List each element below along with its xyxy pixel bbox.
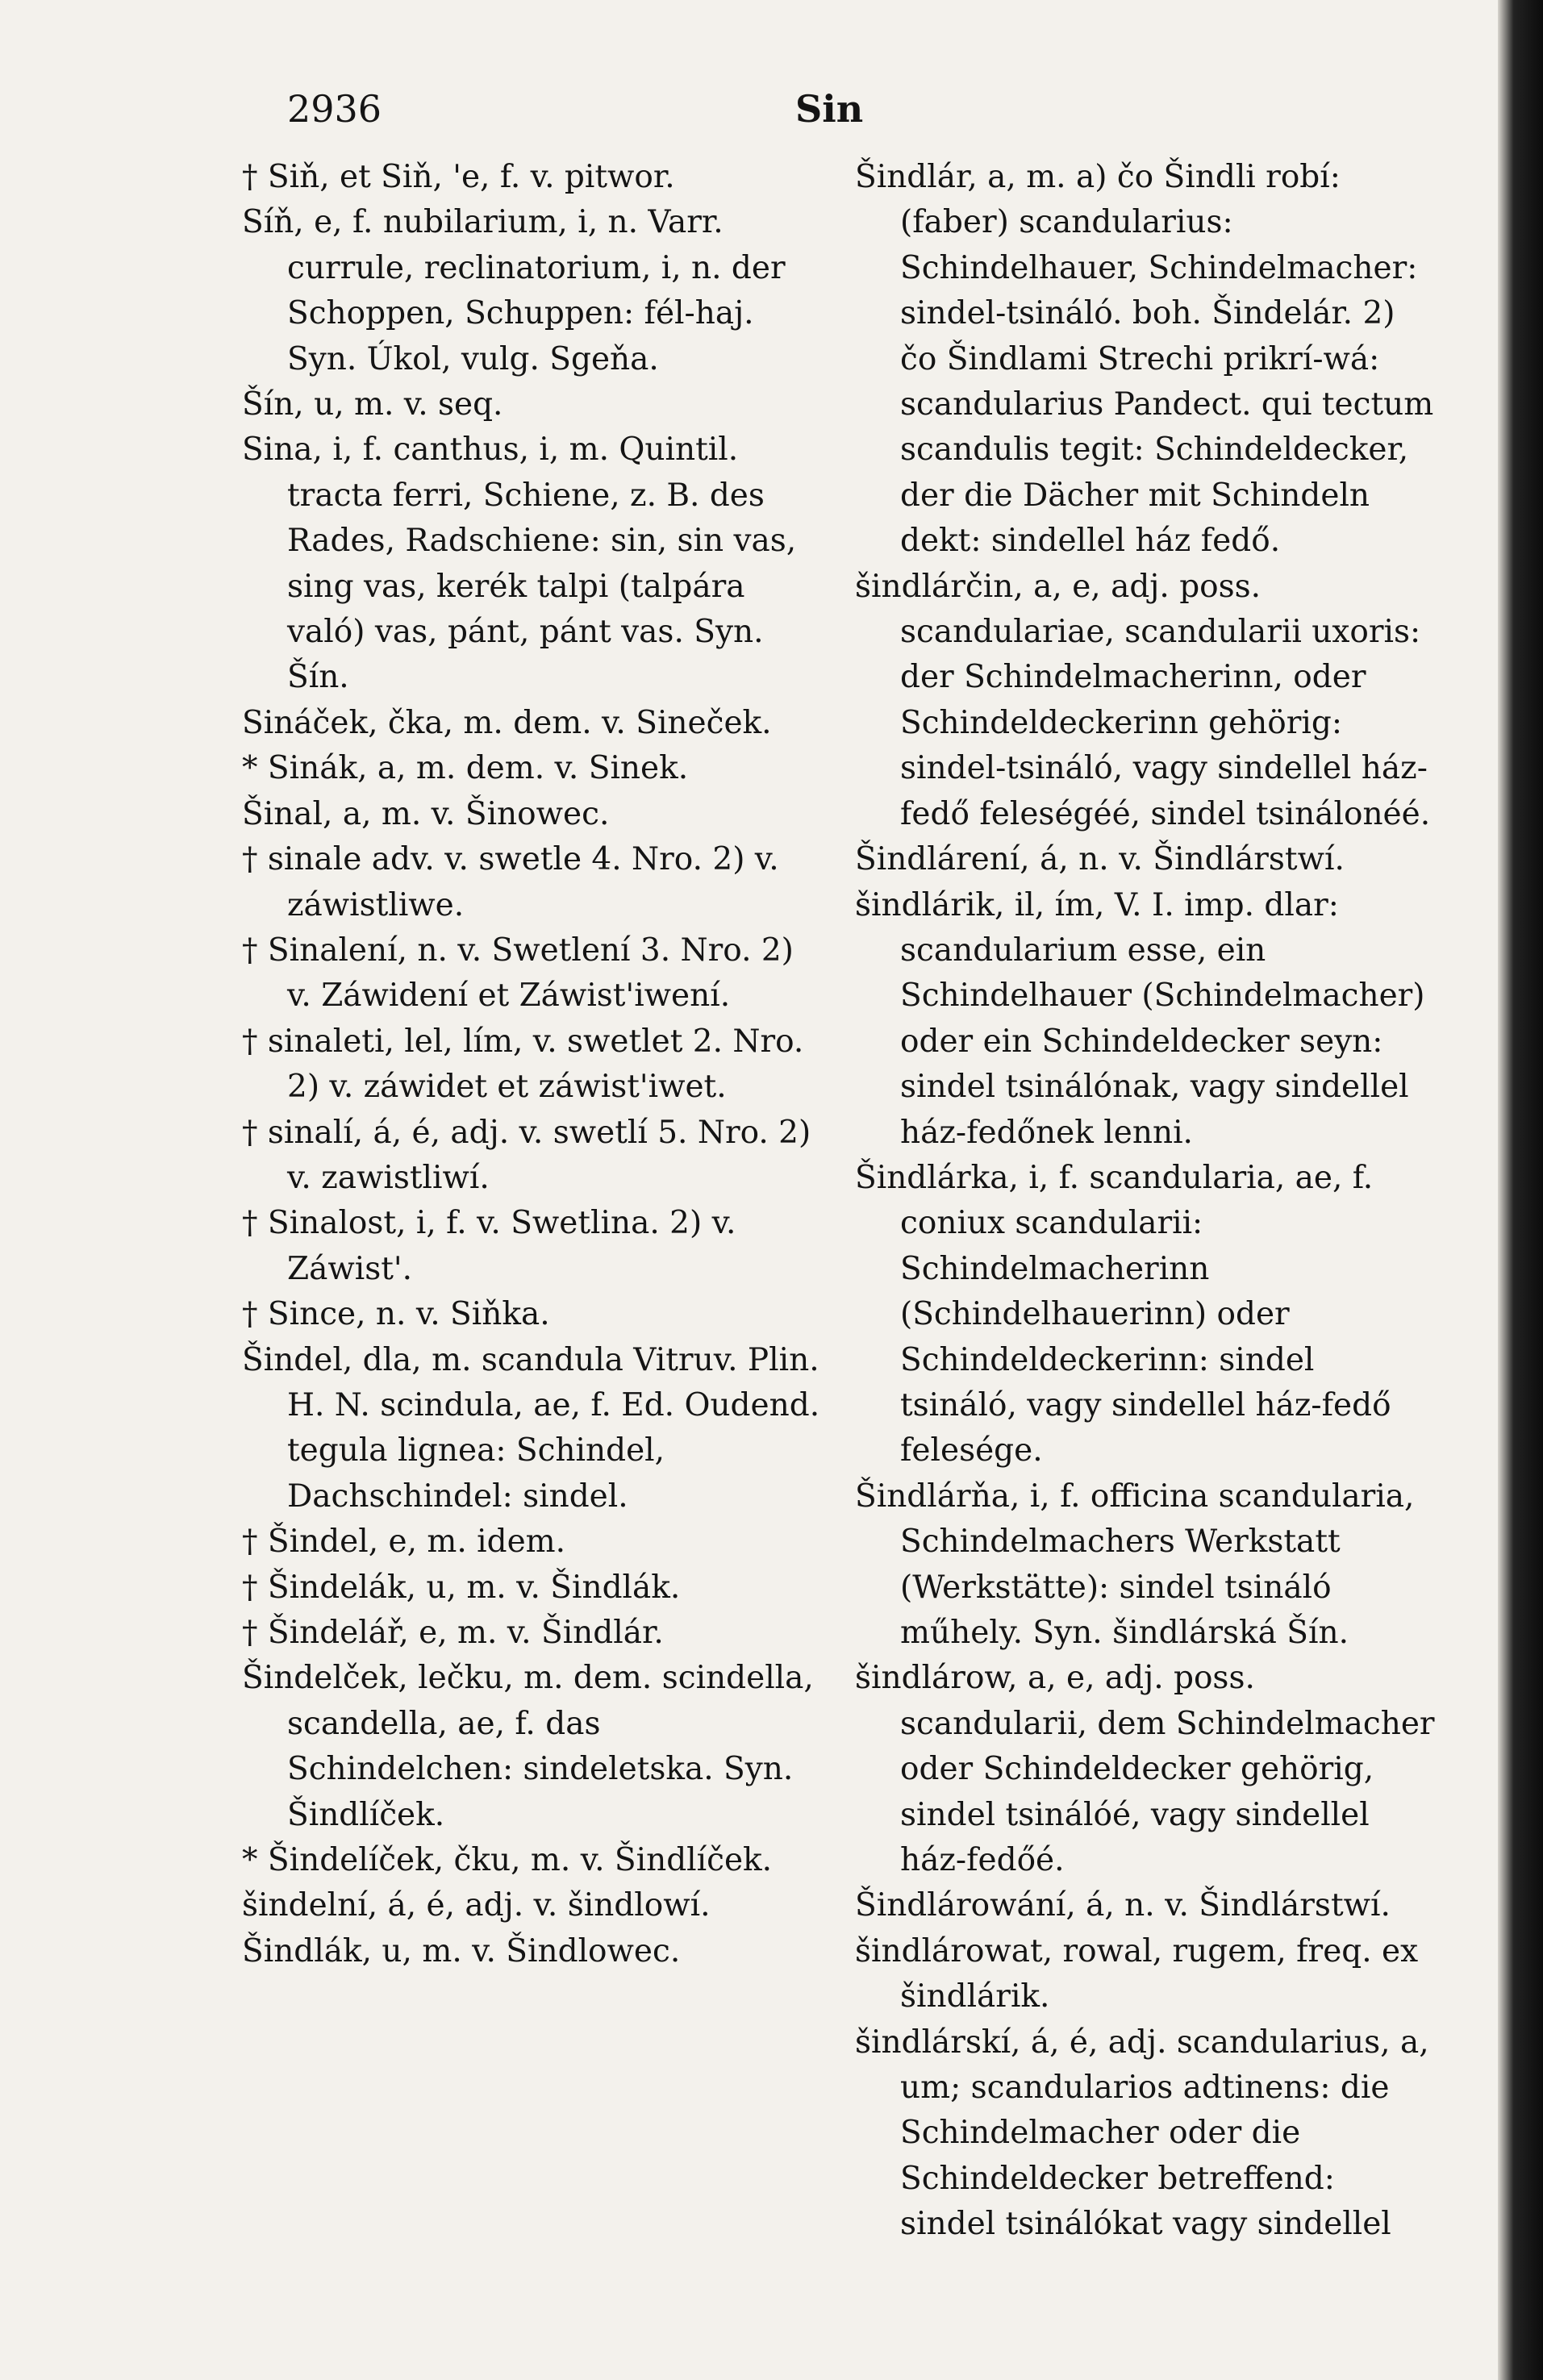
entry: šindlárow, a, e, adj. poss. scandularii, dem Schindelmacher oder Schindeldecker gehörig, sindel tsinálóé, vagy sindellel ház-fedőé.	[855, 1660, 1435, 1879]
entry: * Šindelíček, čku, m. v. Šindlíček.	[242, 1842, 773, 1879]
entry: Síň, e, f. nubilarium, i, n. Varr. currule, reclinatorium, i, n. der Schoppen, Schuppen: fél-haj. Syn. Úkol, vulg. Sgeňa.	[242, 204, 786, 377]
entry: † Šindelář, e, m. v. Šindlár.	[242, 1615, 664, 1651]
entry: Šindlárowání, á, n. v. Šindlárstwí.	[855, 1887, 1391, 1924]
entry: Šindelček, lečku, m. dem. scindella, scandella, ae, f. das Schindelchen: sindeletska. Syn. Šindlíček.	[242, 1660, 814, 1833]
entry: Šín, u, m. v. seq.	[242, 386, 503, 423]
entry: šindelní, á, é, adj. v. šindlowí.	[242, 1887, 711, 1924]
entry: † Šindel, e, m. idem.	[242, 1523, 566, 1561]
entry: † sinaleti, lel, lím, v. swetlet 2. Nro. 2) v. záwidet et záwist'iwet.	[242, 1023, 804, 1106]
left-column	[242, 155, 823, 1974]
entry: Sina, i, f. canthus, i, m. Quintil. tracta ferri, Schiene, z. B. des Rades, Radschiene: sin, sin vas, sing vas, kerék talpi (talpára való) vas, pánt, pánt vas. Syn. Šín.	[242, 431, 797, 696]
entry: Šindlák, u, m. v. Šindlowec.	[242, 1932, 681, 1969]
header-catchword: Sin	[795, 87, 864, 131]
entry: Šindlárení, á, n. v. Šindlárstwí.	[855, 841, 1345, 878]
entry: Šindel, dla, m. scandula Vitruv. Plin. H. N. scindula, ae, f. Ed. Oudend. tegula lignea: Schindel, Dachschindel: sindel.	[242, 1341, 820, 1515]
entry: † Since, n. v. Siňka.	[242, 1296, 550, 1333]
entry: † sinalí, á, é, adj. v. swetlí 5. Nro. 2) v. zawistliwí.	[242, 1114, 811, 1196]
page-number: 2936	[287, 87, 382, 131]
book-edge-shadow	[1498, 0, 1543, 2380]
entry: šindlárowat, rowal, rugem, freq. ex šindlárik.	[855, 1932, 1419, 2015]
entry: Šinal, a, m. v. Šinowec.	[242, 795, 610, 832]
entry: † Sinalost, i, f. v. Swetlina. 2) v. Záwist'.	[242, 1205, 736, 1287]
entry: † Šindelák, u, m. v. Šindlák.	[242, 1569, 681, 1606]
right-column	[855, 155, 1436, 2248]
entry: Šindlárka, i, f. scandularia, ae, f. coniux scandularii: Schindelmacherinn (Schindelhauerinn) oder Schindeldeckerinn: sindel tsináló, vagy sindellel ház-fedő felesége.	[855, 1159, 1391, 1469]
entry: Sináček, čka, m. dem. v. Sineček.	[242, 704, 772, 741]
entry: Šindlár, a, m. a) čo Šindli robí: (faber) scandularius: Schindelhauer, Schindelmacher: sindel-tsináló. boh. Šindelár. 2) čo Šindlami Strechi prikrí-wá: scandularius Pandect. qui tectum scandulis tegit: Schindeldecker, der die Dächer mit Schindeln dekt: sindellel ház fedő.	[855, 159, 1434, 560]
page-header	[287, 87, 1416, 135]
entry: † sinale adv. v. swetle 4. Nro. 2) v. záwistliwe.	[242, 841, 779, 923]
entry: † Sinalení, n. v. Swetlení 3. Nro. 2) v. Záwidení et Záwist'iwení.	[242, 932, 794, 1015]
entry: Šindlárňa, i, f. officina scandularia, Schindelmachers Werkstatt (Werkstätte): sindel tsináló műhely. Syn. šindlárská Šín.	[855, 1478, 1415, 1651]
entry: † Siň, et Siň, 'e, f. v. pitwor.	[242, 159, 675, 195]
entry: šindlárskí, á, é, adj. scandularius, a, um; scandularios adtinens: die Schindelmacher oder die Schindeldecker betreffend: sindel tsinálókat vagy sindellel	[855, 2024, 1429, 2243]
entry: šindlárik, il, ím, V. I. imp. dlar: scandularium esse, ein Schindelhauer (Schindelmacher) oder ein Schindeldecker seyn: sindel tsinálónak, vagy sindellel ház-fedőnek lenni.	[855, 886, 1425, 1151]
entry: šindlárčin, a, e, adj. poss. scandulariae, scandularii uxoris: der Schindelmacherinn, oder Schindeldeckerinn gehörig: sindel-tsináló, vagy sindellel ház-fedő feleségéé, sindel tsinálonéé.	[855, 568, 1431, 832]
entry: * Sinák, a, m. dem. v. Sinek.	[242, 750, 689, 787]
